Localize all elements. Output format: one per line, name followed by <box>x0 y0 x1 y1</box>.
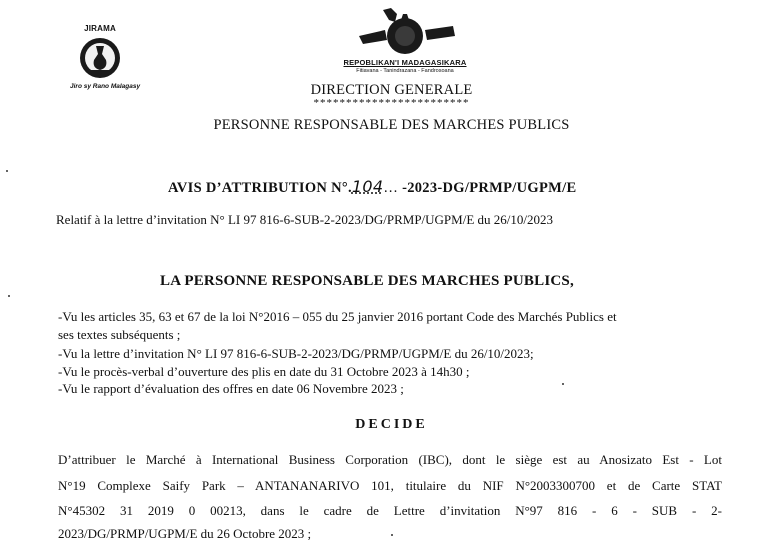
direction-generale-heading: DIRECTION GENERALE <box>310 82 473 98</box>
decide-heading: DECIDE <box>355 417 428 432</box>
avis-suffix: -2023-DG/PRMP/UGPM/E <box>398 180 577 196</box>
avis-prefix: AVIS D’ATTRIBUTION N°. <box>168 180 352 196</box>
scan-speck <box>8 295 10 297</box>
republic-seal-emblem-icon <box>345 6 465 56</box>
jirama-logo <box>70 24 141 90</box>
seal-republic-name: REPOBLIKAN'I MADAGASIKARA <box>343 58 467 67</box>
vu-line-articles-cont: ses textes subséquents ; <box>58 327 181 342</box>
decision-line-4: 2023/DG/PRMP/UGPM/E du 26 Octobre 2023 ; <box>58 526 312 541</box>
avis-attribution-title <box>168 177 576 197</box>
prmp-heading: PERSONNE RESPONSABLE DES MARCHES PUBLICS <box>213 117 570 133</box>
vu-line-proces-verbal: -Vu le procès-verbal d’ouverture des plis en date du 31 Octobre 2023 à 14h30 ; <box>58 364 470 379</box>
jirama-logo-motto: Jiro sy Rano Malagasy <box>70 83 141 90</box>
scan-speck <box>6 170 8 172</box>
scan-speck <box>391 534 393 536</box>
jirama-logo-brand: JIRAMA <box>84 24 116 33</box>
decision-line-3: N°45302 31 2019 0 00213, dans le cadre de Lettre d’invitation N°97 816 - 6 - SUB - 2- <box>58 503 722 518</box>
prp-title: LA PERSONNE RESPONSABLE DES MARCHES PUBLICS, <box>160 273 574 289</box>
vu-line-articles: -Vu les articles 35, 63 et 67 de la loi N°2016 – 055 du 25 janvier 2016 portant Code des Marchés Publics et <box>58 309 617 324</box>
relatif-line: Relatif à la lettre d’invitation N° LI 97 816-6-SUB-2-2023/DG/PRMP/UGPM/E du 26/10/2023 <box>56 212 553 227</box>
seal-motto: Fitiavana - Tanindrazana - Fandrosoana <box>356 68 454 74</box>
republic-seal <box>330 6 480 74</box>
scan-speck <box>562 383 564 385</box>
decision-line-1: D’attribuer le Marché à International Business Corporation (IBC), dont le siège est au Anosizato Est - Lot <box>58 452 722 467</box>
vu-line-invitation: -Vu la lettre d’invitation N° LI 97 816-6-SUB-2-2023/DG/PRMP/UGPM/E du 26/10/2023; <box>58 346 534 361</box>
vu-line-rapport: -Vu le rapport d’évaluation des offres en date 06 Novembre 2023 ; <box>58 381 404 396</box>
jirama-emblem-icon <box>74 36 126 80</box>
stars-divider: ************************ <box>313 97 470 109</box>
avis-dots: … <box>383 180 399 196</box>
decision-line-2: N°19 Complexe Saify Park – ANTANANARIVO 101, titulaire du NIF N°2003300700 et de Carte STAT <box>58 478 722 493</box>
avis-handwritten-number: 104 <box>351 177 384 196</box>
